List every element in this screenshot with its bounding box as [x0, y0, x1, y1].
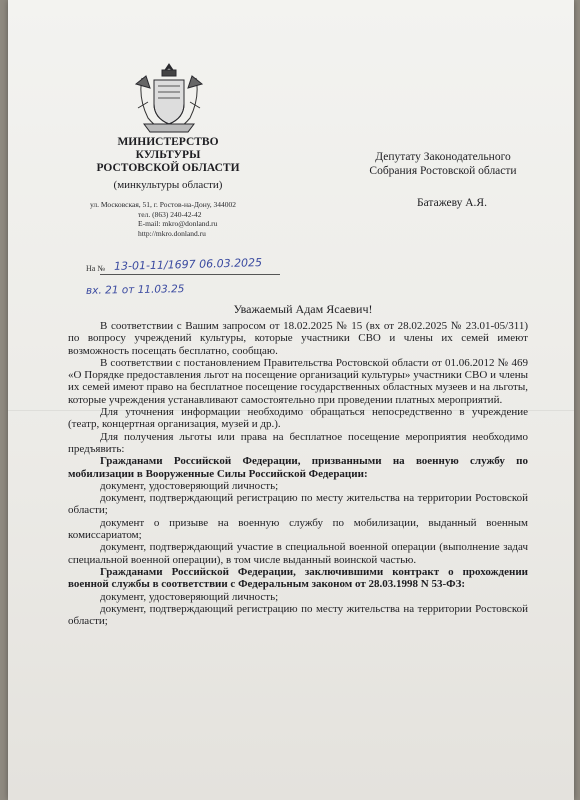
ministry-title-line: РОСТОВСКОЙ ОБЛАСТИ — [96, 162, 240, 174]
paper-fold-line — [8, 410, 574, 411]
body-heading-paragraph: Гражданами Российской Федерации, заключившими контракт о прохождении военной службы в соответствии с Федеральным законом от 28.03.1998 N 53-ФЗ: — [68, 565, 528, 591]
body-paragraph: документ, удостоверяющий личность; — [100, 590, 279, 603]
letter-body — [68, 320, 528, 627]
handwritten-outgoing-number: 13-01-11/1697 06.03.2025 — [113, 256, 263, 273]
ministry-short-name: (минкультуры области) — [113, 179, 223, 191]
body-paragraph: Для получения льготы или права на бесплатное посещение мероприятия необходимо предъявить: — [68, 430, 528, 455]
body-paragraph: В соответствии с постановлением Правительства Ростовской области от 01.06.2012 № 469 «О Порядке предоставления льгот на посещение организаций культуры» участники СВО и члены их семей имеют право на бесплатное посещение государственных областных музеев и на льготы, которые учреждения устанавливают самостоятельно при проведении платных мероприятий. — [68, 356, 528, 406]
body-paragraph: Для уточнения информации необходимо обращаться непосредственно в учреждение (театр, концертная организация, музей и др.). — [68, 406, 528, 431]
ministry-title-line: КУЛЬТУРЫ — [135, 149, 201, 161]
greeting: Уважаемый Адам Ясаевич! — [233, 302, 373, 316]
body-heading-paragraph: Гражданами Российской Федерации, призванными на военную службу по мобилизации в Вооруженные Силы Российской Федерации: — [68, 455, 528, 480]
recipient-name: Батажеву А.Я. — [417, 197, 487, 209]
sender-address — [90, 200, 280, 238]
address-website: http://mkro.donland.ru — [138, 228, 206, 238]
recipient-line: Депутату Законодательного — [375, 151, 511, 163]
recipient-block — [338, 150, 548, 210]
ministry-header — [88, 136, 248, 192]
letter-page — [8, 0, 574, 800]
body-paragraph: документ, подтверждающий регистрацию по месту жительства на территории Ростовской области; — [68, 602, 528, 628]
registration-underline — [100, 274, 280, 275]
recipient-line: Собрания Ростовской области — [369, 165, 517, 177]
coat-of-arms-emblem — [128, 58, 210, 140]
address-line: ул. Московская, 51, г. Ростов-на-Дону, 344002 — [90, 200, 236, 209]
address-phone: тел. (863) 240-42-42 — [138, 209, 202, 219]
registration-number-block — [85, 256, 296, 297]
handwritten-incoming-number: вх. 21 от 11.03.25 — [85, 283, 185, 297]
body-paragraph: документ, подтверждающий участие в специальной военной операции (выполнение задач специальной военной операции), в том числе выданный воинской частью. — [68, 541, 528, 566]
address-email: E-mail: mkro@donland.ru — [138, 219, 218, 228]
body-paragraph: В соответствии с Вашим запросом от 18.02.2025 № 15 (вх от 28.02.2025 № 23.01-05/311) по вопросу учреждений культуры, которые участники СВО и члены их семей имеют возможность посещать бесплатно, сообщаю. — [68, 320, 528, 357]
ministry-title-line: МИНИСТЕРСТВО — [117, 136, 219, 148]
body-paragraph: документ, подтверждающий регистрацию по месту жительства на территории Ростовской области; — [68, 492, 528, 517]
body-paragraph: документ о призыве на военную службу по мобилизации, выданный военным комиссариатом; — [68, 516, 528, 542]
body-paragraph: документ, удостоверяющий личность; — [100, 479, 279, 492]
registration-label: На № — [86, 264, 105, 273]
